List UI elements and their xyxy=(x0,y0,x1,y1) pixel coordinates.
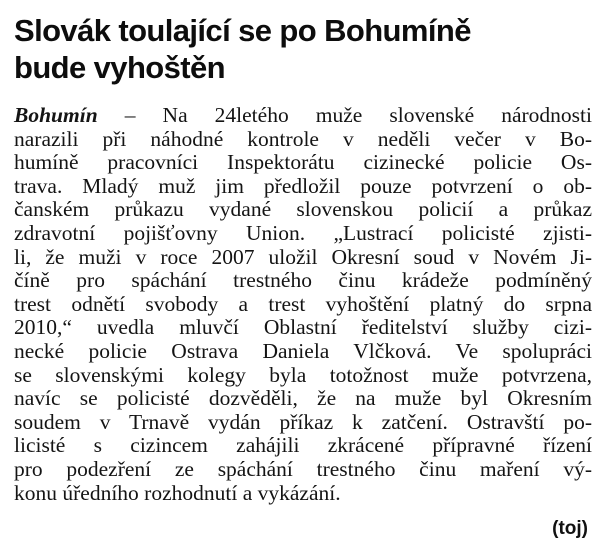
body-line-4: trava. Mladý muž jim předložil pouze potvrzení o ob- xyxy=(14,173,592,198)
body-line-7: li, že muži v roce 2007 uložil Okresní soud v Novém Ji- xyxy=(14,244,592,269)
body-line-5: čanském průkazu vydané slovenskou policií a průkaz xyxy=(14,197,592,222)
dateline: Bohumín xyxy=(14,103,98,127)
body-line-15: licisté s cizincem zahájili zkrácené přípravné řízení xyxy=(14,433,592,458)
article-headline xyxy=(14,12,471,86)
body-line-13: navíc se policisté dozvěděli, že na muže byl Okresním xyxy=(14,386,592,411)
body-line-8: číně pro spáchání trestného činu krádeže podmíněný xyxy=(14,268,592,293)
body-line-10: 2010,“ uvedla mluvčí Oblastní ředitelství služby cizi- xyxy=(14,315,592,340)
body-line-11: necké policie Ostrava Daniela Vlčková. Ve spolupráci xyxy=(14,338,592,363)
body-line-12: se slovenskými kolegy byla totožnost muže potvrzena, xyxy=(14,362,592,387)
article-body xyxy=(14,104,592,505)
author-signature: (toj) xyxy=(552,518,588,539)
body-line-3: humíně pracovníci Inspektorátu cizinecké policie Os- xyxy=(14,150,592,175)
body-line-2: narazili při náhodné kontrole v neděli večer v Bo- xyxy=(14,126,592,151)
body-line-16: pro podezření ze spáchání trestného činu maření vý- xyxy=(14,456,592,481)
headline-line-1: Slovák toulající se po Bohumíně xyxy=(14,13,471,48)
body-line-17: konu úředního rozhodnutí a vykázání. xyxy=(14,480,341,505)
first-line-text: – Na 24letého muže slovenské národnosti xyxy=(97,103,592,127)
body-line-14: soudem v Trnavě vydán příkaz k zatčení. Ostravští po- xyxy=(14,409,592,434)
body-line-6: zdravotní pojišťovny Union. „Lustrací policisté zjisti- xyxy=(14,220,592,245)
headline-line-2: bude vyhoštěn xyxy=(14,50,225,85)
body-line-9: trest odnětí svobody a trest vyhoštění platný do srpna xyxy=(14,291,592,316)
body-line-1 xyxy=(14,104,592,128)
